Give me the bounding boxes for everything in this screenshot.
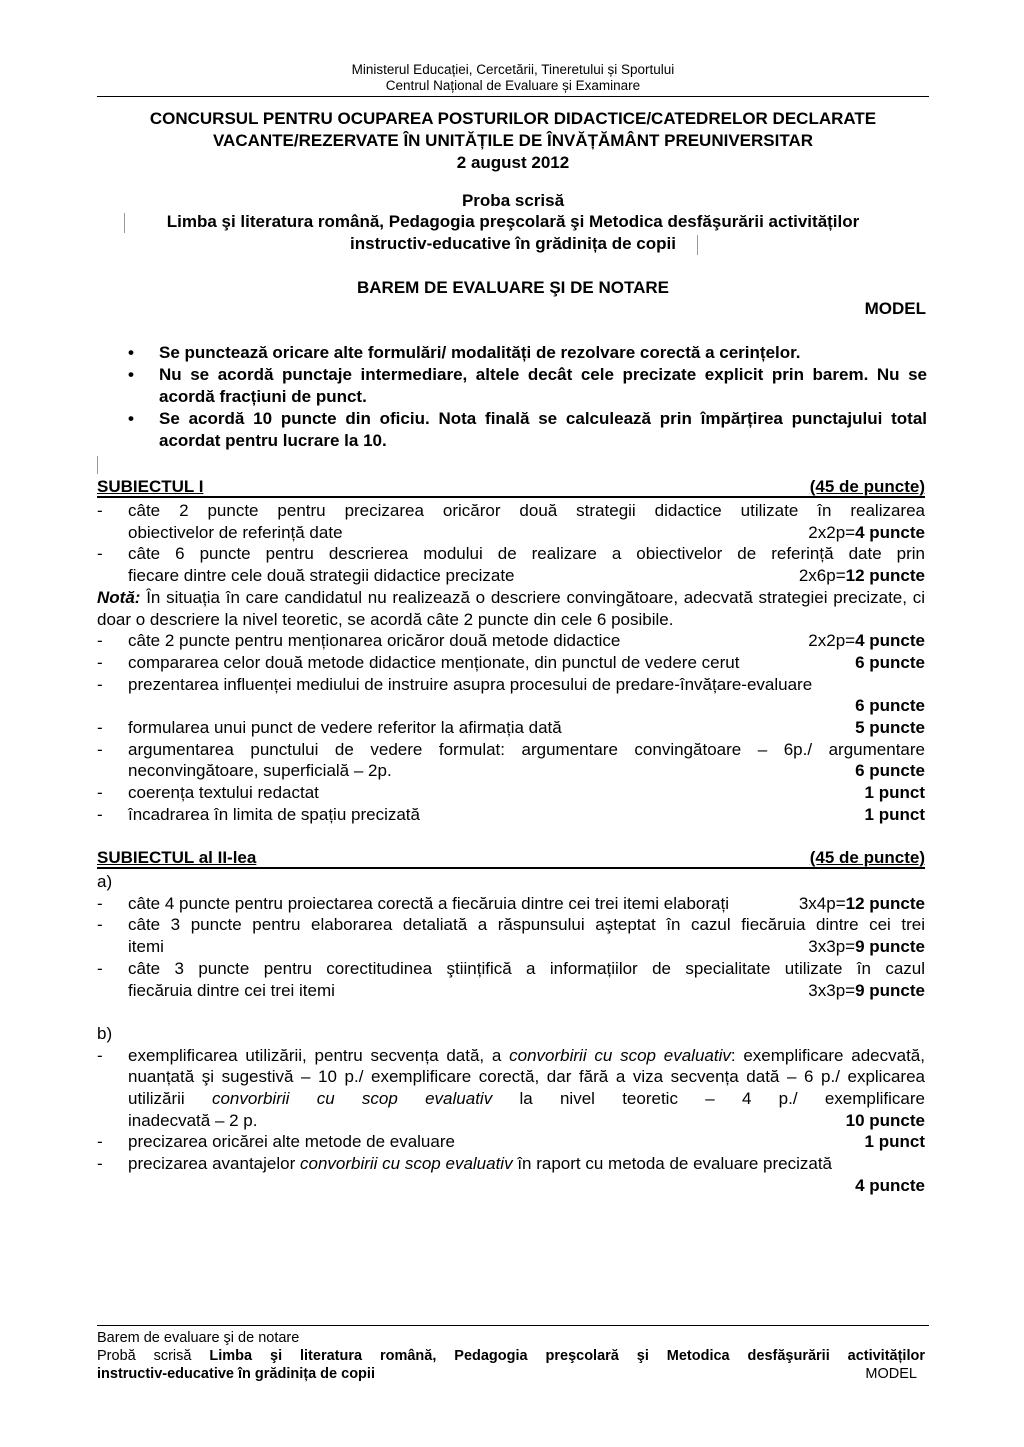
criterion-item: - câte 6 puncte pentru descrierea modului de realizare a obiectivelor de referință date prin fiecare dintre cele două strategii didactice precizate 2x6p=12 puncte [97, 544, 925, 586]
title-line-2: VACANTE/REZERVATE ÎN UNITĂȚILE DE ÎNVĂȚĂMÂNT PREUNIVERSITAR [212, 131, 814, 150]
model-label: MODEL [864, 299, 926, 318]
points-value: 3x4p=12 puncte [798, 893, 925, 913]
criterion-item: - câte 2 puncte pentru precizarea oricăror două strategii didactice utilizate în realizarea obiectivelor de referință date 2x2p=4 puncte [97, 501, 925, 542]
footer-line-1: Barem de evaluare şi de notare [97, 1330, 300, 1346]
subject-line-2: instructiv-educative în grădinița de copii [350, 234, 676, 253]
criterion-item: - argumentarea punctului de vedere formulat: argumentare convingătoare – 6p./ argumentare neconvingătoare, superficială – 2p. 6 puncte [97, 739, 925, 781]
points-value: 1 punct [864, 783, 925, 803]
criterion-item: - câte 4 puncte pentru proiectarea corectă a fiecăruia dintre cei trei itemi elaborați 3x4p=12 puncte [97, 893, 925, 913]
footer-model: MODEL [865, 1366, 917, 1382]
text-cursor-mark [97, 456, 98, 474]
criterion-item: - formularea unui punct de vedere referitor la afirmația dată 5 puncte [97, 718, 925, 738]
criterion-item: - compararea celor două metode didactice menționate, din punctul de vedere cerut 6 puncte [97, 652, 925, 672]
section-title: SUBIECTUL al II-lea [97, 848, 257, 867]
points-value: 3x3p=9 puncte [808, 980, 925, 1000]
points-value: 2x2p=4 puncte [808, 631, 925, 651]
section-header [97, 477, 925, 498]
points-value: 4 puncte [855, 1175, 925, 1195]
subject-line-1: Limba şi literatura română, Pedagogia preşcolară şi Metodica desfăşurării activităților [166, 212, 860, 231]
text-cursor-mark [124, 213, 125, 233]
header-rule [97, 96, 929, 97]
points-value: 6 puncte [855, 652, 925, 672]
criterion-item: - prezentarea influenței mediului de instruire asupra procesului de predare-învățare-evaluare 6 puncte [97, 674, 925, 716]
points-value: 6 puncte [855, 696, 925, 716]
criterion-item: - exemplificarea utilizării, pentru secvența dată, a convorbirii cu scop evaluativ: exemplificare adecvată, nuanțată şi sugestivă – 10 p./ exemplificare corectă, dar fără a viza secvența dată – 6 p./ explicarea utilizării convorbirii cu scop evaluativ la nivel teoretic – 4 p./ exemplificare inadecvată – 2 p. 10 puncte [97, 1045, 925, 1130]
criterion-item: - încadrarea în limita de spațiu precizată 1 punct [97, 804, 925, 824]
center-name: Centrul Național de Evaluare și Examinare [385, 78, 641, 93]
note: Notă: În situația în care candidatul nu realizează o descriere convingătoare, adecvată strategiei precizate, ci doar o descriere la nivel teoretic, se acordă câte 2 puncte din cele 6 posibile. [97, 587, 925, 629]
footer-line-3: instructiv-educative în grădinița de copii MODEL [97, 1365, 925, 1383]
criterion-item: - precizarea avantajelor convorbirii cu scop evaluativ în raport cu metoda de evaluare precizată 4 puncte [97, 1154, 925, 1195]
points-value: 6 puncte [855, 761, 925, 781]
ministry-name: Ministerul Educației, Cercetării, Tineretului și Sportului [351, 62, 675, 77]
points-value: 1 punct [864, 1132, 925, 1152]
rule-item: • Nu se acordă punctaje intermediare, altele decât cele precizate explicit prin barem. Nu se acordă fracțiuni de punct. [97, 364, 927, 408]
part-a-label: a) [97, 872, 113, 891]
points-value: 2x6p=12 puncte [798, 566, 925, 586]
title-line-1: CONCURSUL PENTRU OCUPAREA POSTURILOR DIDACTICE/CATEDRELOR DECLARATE [149, 109, 877, 128]
criterion-item: - coerența textului redactat 1 punct [97, 783, 925, 803]
criterion-item: - câte 3 puncte pentru elaborarea detaliată a răspunsului aşteptat în cazul fiecăruia dintre cei trei itemi 3x3p=9 puncte [97, 915, 925, 957]
points-value: 10 puncte [845, 1110, 925, 1130]
section-header [97, 848, 925, 869]
exam-date: 2 august 2012 [456, 153, 570, 172]
dash-marker: - [97, 544, 103, 564]
section-title: SUBIECTUL I [97, 477, 204, 496]
points-value: 1 punct [864, 804, 925, 824]
rule-item: • Se punctează oricare alte formulări/ modalități de rezolvare corectă a cerințelor. [97, 342, 927, 364]
part-b-label: b) [97, 1023, 113, 1043]
subiect-2 [97, 848, 925, 1197]
rule-item: • Se acordă 10 puncte din oficiu. Nota finală se calculează prin împărțirea punctajului total acordat pentru lucrare la 10. [97, 408, 927, 452]
points-value: 2x2p=4 puncte [808, 522, 925, 542]
criterion-item: - câte 3 puncte pentru corectitudinea ştiințifică a informațiilor de specialitate utilizate în cazul fiecăruia dintre cei trei itemi 3x3p=9 puncte [97, 958, 925, 1000]
page-footer [97, 1329, 925, 1383]
points-value: 5 puncte [855, 718, 925, 738]
dash-marker: - [97, 501, 103, 520]
text-cursor-mark [697, 235, 698, 255]
footer-rule [97, 1325, 929, 1326]
points-value: 3x3p=9 puncte [808, 937, 925, 957]
criterion-item: - precizarea oricărei alte metode de evaluare 1 punct [97, 1132, 925, 1152]
subiect-1 [97, 477, 925, 826]
exam-type: Proba scrisă [461, 191, 565, 210]
footer-line-2: Probă scrisă Limba şi literatura română, Pedagogia preşcolară şi Metodica desfăşurării activităților [97, 1348, 925, 1364]
section-points: (45 de puncte) [809, 848, 925, 867]
general-rules [97, 342, 927, 452]
section-points: (45 de puncte) [809, 477, 925, 496]
criterion-item: - câte 2 puncte pentru menționarea oricăror două metode didactice 2x2p=4 puncte [97, 631, 925, 651]
barem-title: BAREM DE EVALUARE ŞI DE NOTARE [356, 278, 669, 297]
